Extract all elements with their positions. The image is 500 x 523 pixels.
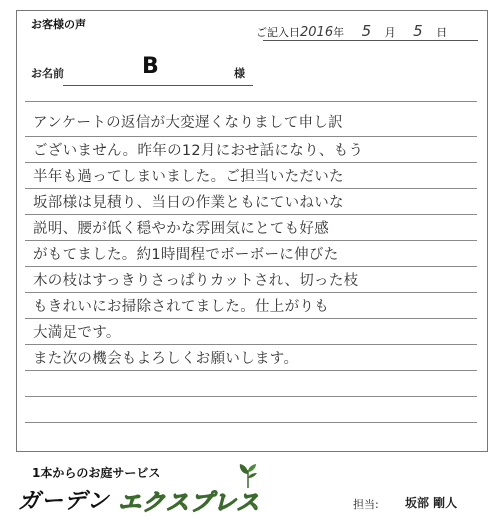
leaf-icon — [236, 462, 260, 490]
brand-logo-accent: エクスプレス — [118, 490, 261, 516]
comment-line: 半年も過ってしまいました。ご担当いただいた — [33, 169, 344, 185]
comment-line: アンケートの返信が大変遅くなりまして申し訳 — [33, 115, 343, 131]
ruled-line — [25, 422, 477, 423]
date-field — [256, 22, 447, 40]
comment-line: 説明、腰が低く穏やかな雰囲気にとても好感 — [33, 221, 329, 237]
date-underline — [263, 40, 478, 41]
customer-voice-card — [16, 10, 488, 452]
comment-line: また次の機会もよろしくお願いします。 — [33, 351, 299, 367]
brand-logo-main: ガーデン — [18, 489, 110, 514]
ruled-line — [25, 162, 477, 163]
ruled-line — [25, 136, 477, 137]
ruled-line — [25, 370, 477, 371]
comment-line: もきれいにお掃除されてました。仕上がりも — [33, 299, 329, 315]
comment-line: 大満足です。 — [33, 325, 121, 341]
date-year: 2016 — [300, 25, 334, 40]
staff-name: 坂部 剛人 — [405, 496, 458, 510]
date-day-unit: 日 — [436, 26, 448, 39]
ruled-line — [25, 318, 477, 319]
customer-name: B — [142, 54, 159, 79]
comment-line: 坂部様は見積り、当日の作業ともにていねいな — [33, 195, 344, 211]
date-label: ご記入日 — [256, 26, 300, 39]
ruled-line — [25, 240, 477, 241]
date-month: 5 — [361, 22, 372, 40]
ruled-line — [25, 344, 477, 345]
ruled-line — [25, 188, 477, 189]
name-underline — [63, 85, 253, 86]
date-year-unit: 年 — [333, 26, 345, 39]
name-label: お名前 — [31, 67, 64, 80]
ruled-line — [25, 292, 477, 293]
comment-line: 木の枝はすっきりさっぱりカットされ、切った枝 — [33, 273, 359, 289]
date-day: 5 — [413, 22, 423, 40]
comment-line: ございません。昨年の12月におせ話になり、もう — [33, 143, 364, 159]
ruled-line — [25, 214, 477, 215]
date-month-unit: 月 — [384, 26, 396, 39]
service-tagline: 1本からのお庭サービス — [32, 466, 161, 480]
ruled-line — [25, 396, 477, 397]
form-title: お客様の声 — [31, 18, 86, 31]
honorific-label: 様 — [234, 67, 245, 80]
comment-line: がもてました。約1時間程でボーボーに伸びた — [33, 247, 339, 263]
ruled-line — [25, 101, 477, 102]
staff-label: 担当: — [353, 498, 379, 511]
ruled-line — [25, 266, 477, 267]
